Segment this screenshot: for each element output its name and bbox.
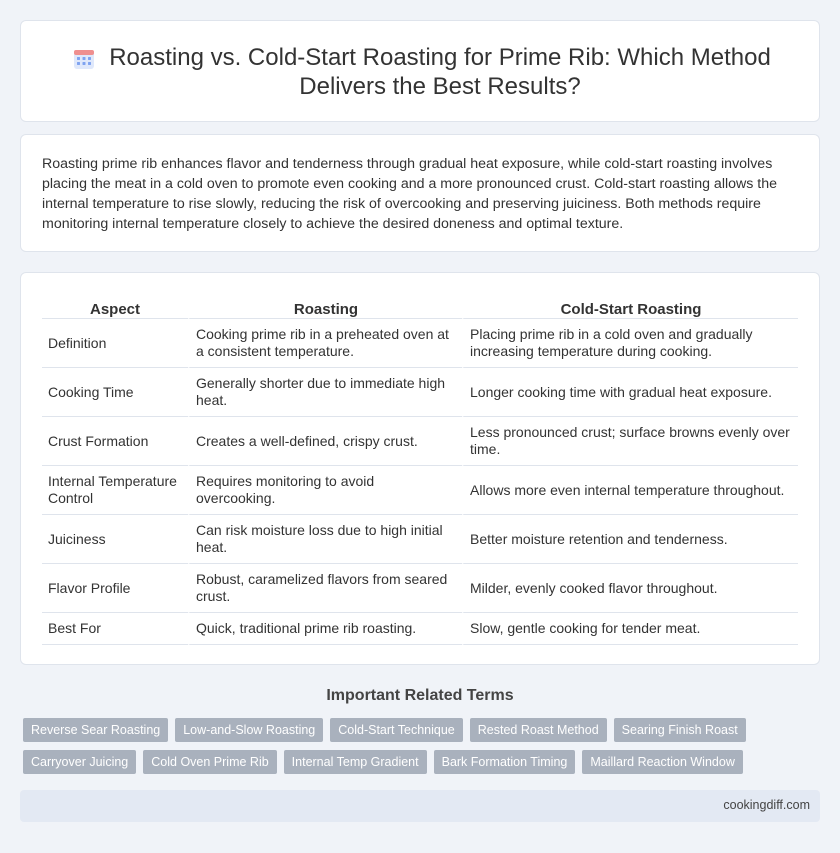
tag-rested-roast-method[interactable]: Rested Roast Method (470, 718, 607, 742)
roasting-cell: Cooking prime rib in a preheated oven at a consistent temperature. (188, 319, 462, 368)
tag-cold-start-technique[interactable]: Cold-Start Technique (330, 718, 463, 742)
aspect-cell: Best For (42, 613, 188, 645)
tag-maillard-reaction-window[interactable]: Maillard Reaction Window (582, 750, 743, 774)
comparison-table (42, 295, 798, 645)
roasting-cell: Generally shorter due to immediate high heat. (188, 368, 462, 417)
cold-start-cell: Milder, evenly cooked flavor throughout. (462, 564, 798, 613)
page-title: Roasting vs. Cold-Start Roasting for Prime Rib: Which Method Delivers the Best Results? (109, 44, 771, 100)
tag-reverse-sear-roasting[interactable]: Reverse Sear Roasting (23, 718, 168, 742)
related-terms-heading: Important Related Terms (326, 687, 514, 704)
roasting-cell: Creates a well-defined, crispy crust. (188, 417, 462, 466)
cold-start-cell: Slow, gentle cooking for tender meat. (462, 613, 798, 645)
table-header-row (42, 295, 798, 319)
tag-searing-finish-roast[interactable]: Searing Finish Roast (614, 718, 746, 742)
column-header-cold-start: Cold-Start Roasting (462, 295, 798, 319)
aspect-cell: Internal Temperature Control (42, 466, 188, 515)
comparison-table-card (20, 272, 820, 665)
table-row (42, 613, 798, 645)
roasting-cell: Quick, traditional prime rib roasting. (188, 613, 462, 645)
roasting-cell: Robust, caramelized flavors from seared crust. (188, 564, 462, 613)
tag-row (23, 750, 735, 774)
intro-card (20, 134, 820, 252)
roasting-cell: Can risk moisture loss due to high initial heat. (188, 515, 462, 564)
column-header-aspect: Aspect (42, 295, 188, 319)
aspect-cell: Crust Formation (42, 417, 188, 466)
aspect-cell: Juiciness (42, 515, 188, 564)
table-row (42, 417, 798, 466)
aspect-cell: Flavor Profile (42, 564, 188, 613)
cold-start-cell: Longer cooking time with gradual heat exposure. (462, 368, 798, 417)
footer-site-link[interactable]: cookingdiff.com (723, 798, 810, 812)
related-terms-tags (23, 718, 738, 782)
aspect-cell: Definition (42, 319, 188, 368)
cold-start-cell: Allows more even internal temperature throughout. (462, 466, 798, 515)
table-row (42, 319, 798, 368)
roasting-cell: Requires monitoring to avoid overcooking. (188, 466, 462, 515)
tag-low-and-slow-roasting[interactable]: Low-and-Slow Roasting (175, 718, 323, 742)
column-header-roasting: Roasting (188, 295, 462, 319)
cold-start-cell: Placing prime rib in a cold oven and gradually increasing temperature during cooking. (462, 319, 798, 368)
title-card (20, 20, 820, 122)
table-row (42, 564, 798, 613)
aspect-cell: Cooking Time (42, 368, 188, 417)
cold-start-cell: Less pronounced crust; surface browns evenly over time. (462, 417, 798, 466)
footer (20, 790, 820, 822)
tag-internal-temp-gradient[interactable]: Internal Temp Gradient (284, 750, 427, 774)
tag-bark-formation-timing[interactable]: Bark Formation Timing (434, 750, 576, 774)
table-row (42, 466, 798, 515)
cold-start-cell: Better moisture retention and tenderness. (462, 515, 798, 564)
table-row (42, 368, 798, 417)
table-row (42, 515, 798, 564)
intro-paragraph: Roasting prime rib enhances flavor and tenderness through gradual heat exposure, while cold-start roasting involves placing the meat in a cold oven to promote even cooking and a more pronounced crust. Cold-start roasting allows the internal temperature to rise slowly, reducing the risk of overcooking and preserving juiciness. Both methods require monitoring internal temperature closely to achieve the desired doneness and optimal texture. (42, 156, 778, 232)
tag-row (23, 718, 738, 742)
tag-cold-oven-prime-rib[interactable]: Cold Oven Prime Rib (143, 750, 276, 774)
tag-carryover-juicing[interactable]: Carryover Juicing (23, 750, 136, 774)
